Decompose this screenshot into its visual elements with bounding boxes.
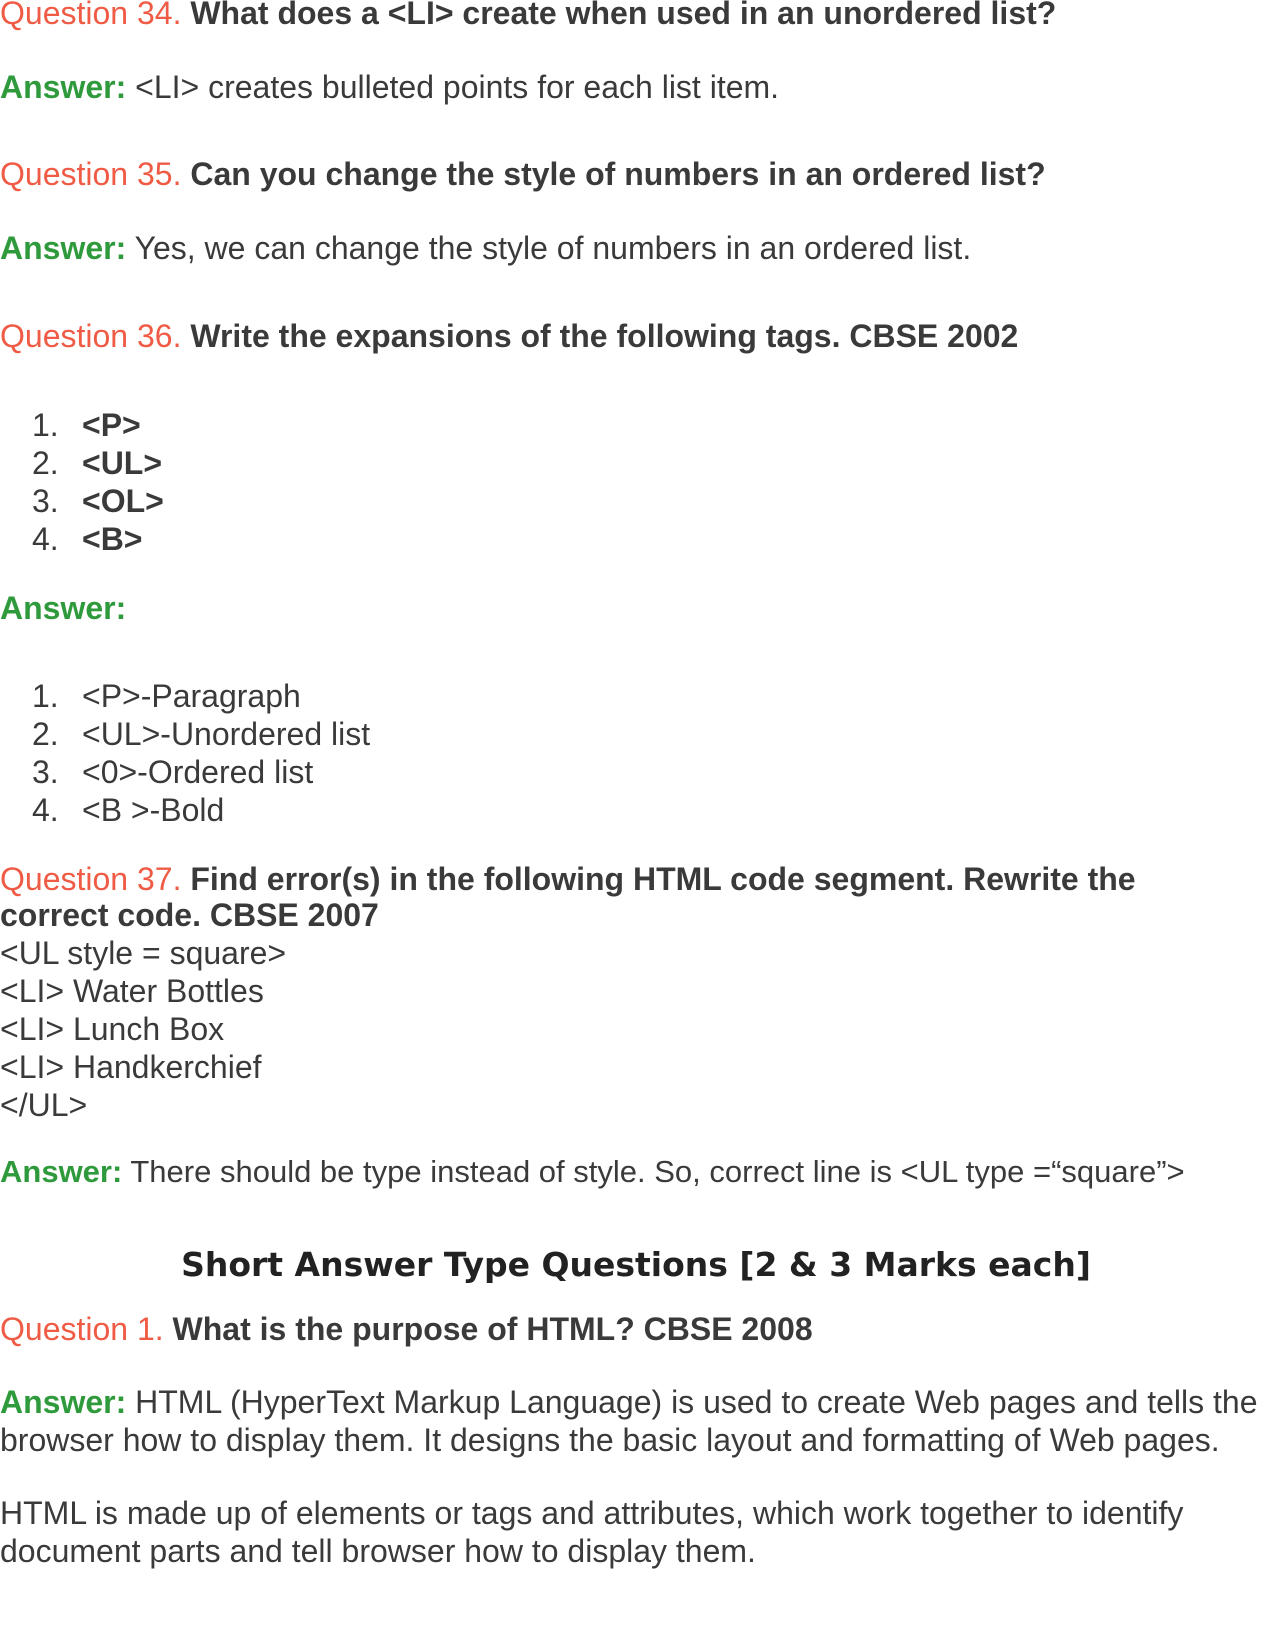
list-number: 3. xyxy=(32,754,59,790)
list-item xyxy=(0,677,370,715)
list-number: 3. xyxy=(32,483,59,519)
list-text: <OL> xyxy=(82,483,164,519)
list-item xyxy=(0,791,370,829)
code-line: <LI> Handkerchief xyxy=(0,1049,262,1085)
answer-text: <LI> creates bulleted points for each list item. xyxy=(135,69,780,105)
list-text: <0>-Ordered list xyxy=(82,754,314,790)
answer-34 xyxy=(0,68,779,106)
short-answer-1-paragraph-2 xyxy=(0,1494,1270,1570)
tag-list xyxy=(0,406,164,558)
question-37-line2 xyxy=(0,896,379,934)
short-answer-1 xyxy=(0,1383,1270,1459)
question-35 xyxy=(0,155,1046,193)
answer-label: Answer: xyxy=(0,590,127,626)
list-text: <UL> xyxy=(82,445,163,481)
answer-label: Answer: xyxy=(0,230,127,266)
answer-text: There should be type instead of style. So, correct line is <UL type =“square”> xyxy=(130,1154,1185,1189)
answer-text: HTML is made up of elements or tags and attributes, which work together to identify document parts and tell browser how to display them. xyxy=(0,1495,1184,1569)
answer-label: Answer: xyxy=(0,1384,127,1420)
list-number: 4. xyxy=(32,521,59,557)
code-line: <LI> Water Bottles xyxy=(0,973,264,1009)
list-item xyxy=(0,406,164,444)
code-line: </UL> xyxy=(0,1087,88,1123)
list-text: <B >-Bold xyxy=(82,792,225,828)
list-number: 4. xyxy=(32,792,59,828)
code-segment xyxy=(0,934,286,1124)
question-text: What is the purpose of HTML? CBSE 2008 xyxy=(172,1311,813,1347)
list-item xyxy=(0,444,164,482)
list-text: <P>-Paragraph xyxy=(82,678,301,714)
question-label: Question 1. xyxy=(0,1311,164,1347)
list-number: 2. xyxy=(32,445,59,481)
answer-label: Answer: xyxy=(0,69,127,105)
list-item xyxy=(0,482,164,520)
question-label: Question 34. xyxy=(0,0,182,31)
question-text: Write the expansions of the following tags. CBSE 2002 xyxy=(190,318,1019,354)
list-text: <UL>-Unordered list xyxy=(82,716,371,752)
list-number: 1. xyxy=(32,678,59,714)
question-37 xyxy=(0,860,1136,898)
answer-35 xyxy=(0,229,971,267)
answer-text: Yes, we can change the style of numbers in an ordered list. xyxy=(134,230,972,266)
question-text: What does a <LI> create when used in an unordered list? xyxy=(190,0,1057,31)
answer-37 xyxy=(0,1153,1185,1191)
list-item xyxy=(0,753,370,791)
question-label: Question 35. xyxy=(0,156,182,192)
question-36 xyxy=(0,317,1018,355)
question-text: Can you change the style of numbers in an ordered list? xyxy=(190,156,1046,192)
list-number: 1. xyxy=(32,407,59,443)
section-title: Short Answer Type Questions [2 & 3 Marks each] xyxy=(181,1245,1091,1284)
code-line: <LI> Lunch Box xyxy=(0,1011,225,1047)
list-item xyxy=(0,520,164,558)
answer-36 xyxy=(0,589,126,627)
question-text: Find error(s) in the following HTML code segment. Rewrite the xyxy=(190,861,1136,897)
question-label: Question 36. xyxy=(0,318,182,354)
answer-label: Answer: xyxy=(0,1154,123,1189)
code-line: <UL style = square> xyxy=(0,935,287,971)
question-text: correct code. CBSE 2007 xyxy=(0,897,379,933)
list-text: <B> xyxy=(82,521,143,557)
question-label: Question 37. xyxy=(0,861,182,897)
answer-text: HTML (HyperText Markup Language) is used to create Web pages and tells the browser how to display them. It designs the basic layout and formatting of Web pages. xyxy=(0,1384,1258,1458)
expansion-list xyxy=(0,677,370,829)
short-question-1 xyxy=(0,1310,813,1348)
list-number: 2. xyxy=(32,716,59,752)
list-item xyxy=(0,715,370,753)
list-text: <P> xyxy=(82,407,141,443)
question-34 xyxy=(0,0,1056,32)
